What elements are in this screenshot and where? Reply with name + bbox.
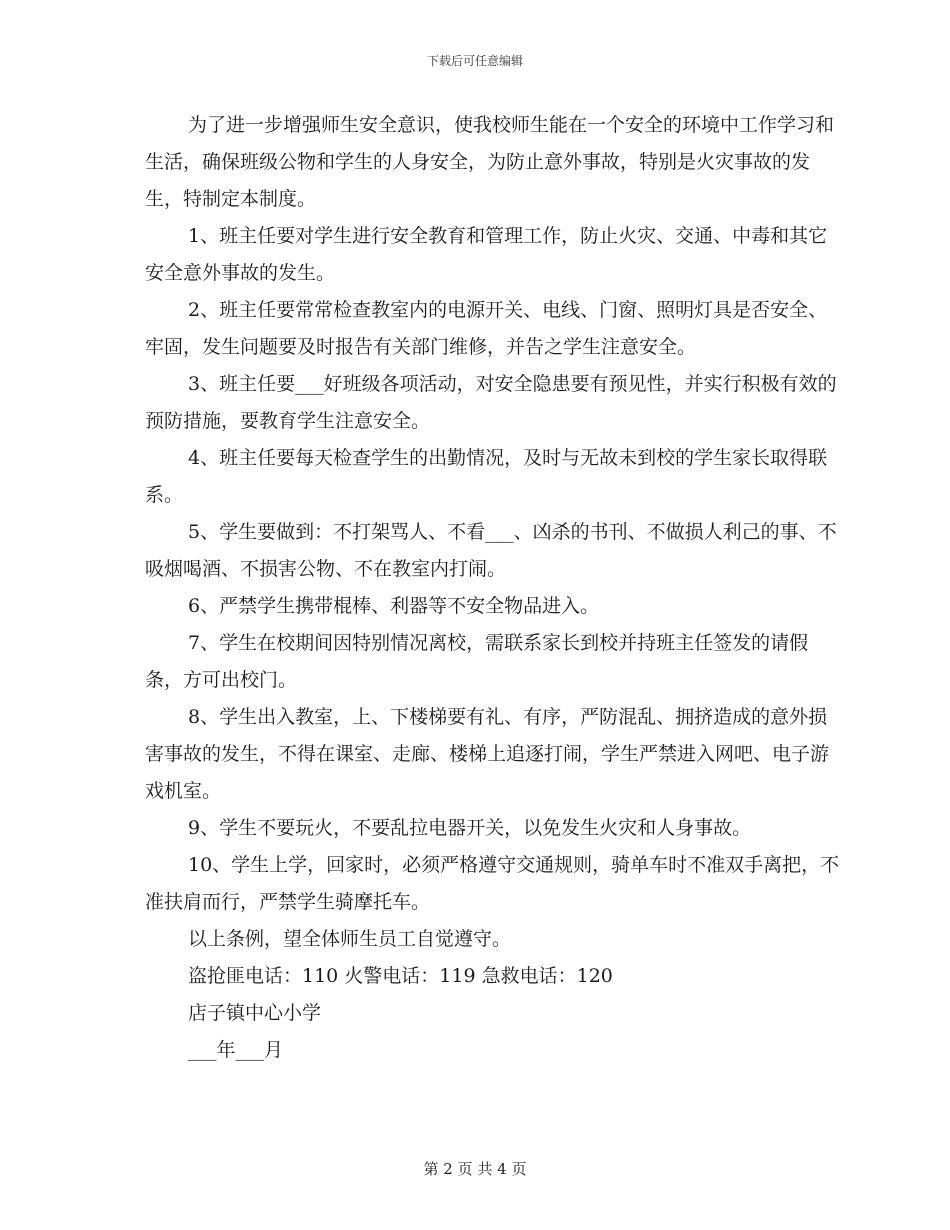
page-number: 第 2 页 共 4 页 [423,1160,527,1178]
rule-8: 8、学生出入教室，上、下楼梯要有礼、有序，严防混乱、拥挤造成的意外损害事故的发生，不得在课室、走廊、楼梯上追逐打闹，学生严禁进入网吧、电子游戏机室。 [145,706,830,802]
intro-paragraph: 为了进一步增强师生安全意识，使我校师生能在一个安全的环境中工作学习和生活，确保班级公物和学生的人身安全，为防止意外事故，特别是火灾事故的发生，特制定本制度。 [145,114,835,210]
school-name: 店子镇中心小学 [188,1002,322,1024]
rule-7: 7、学生在校期间因特别情况离校，需联系家长到校并持班主任签发的请假条，方可出校门。 [145,632,809,691]
document-body [145,107,845,1069]
date-line: ___年___月 [188,1039,284,1061]
rule-5: 5、学生要做到：不打架骂人、不看___、凶杀的书刊、不做损人利己的事、不吸烟喝酒、不损害公物、不在教室内打闹。 [145,521,837,580]
rule-10: 10、学生上学，回家时，必须严格遵守交通规则，骑单车时不准双手离把，不准扶肩而行，严禁学生骑摩托车。 [145,854,840,913]
rule-6: 6、严禁学生携带棍棒、利器等不安全物品进入。 [188,595,600,617]
rule-1: 1、班主任要对学生进行安全教育和管理工作，防止火灾、交通、中毒和其它安全意外事故的发生。 [145,225,828,284]
closing-note: 以上条例，望全体师生员工自觉遵守。 [188,928,512,950]
emergency-phones: 盗抢匪电话：110 火警电话：119 急救电话：120 [188,965,613,987]
rule-2: 2、班主任要常常检查教室内的电源开关、电线、门窗、照明灯具是否安全、牢固，发生问题要及时报告有关部门维修，并告之学生注意安全。 [145,299,828,358]
rule-9: 9、学生不要玩火，不要乱拉电器开关，以免发生火灾和人身事故。 [188,817,752,839]
rule-3: 3、班主任要___好班级各项活动，对安全隐患要有预见性，并实行积极有效的预防措施，要教育学生注意安全。 [145,373,837,432]
page-header: 下载后可任意编辑 [426,54,523,68]
rule-4: 4、班主任要每天检查学生的出勤情况，及时与无故未到校的学生家长取得联系。 [145,447,828,506]
